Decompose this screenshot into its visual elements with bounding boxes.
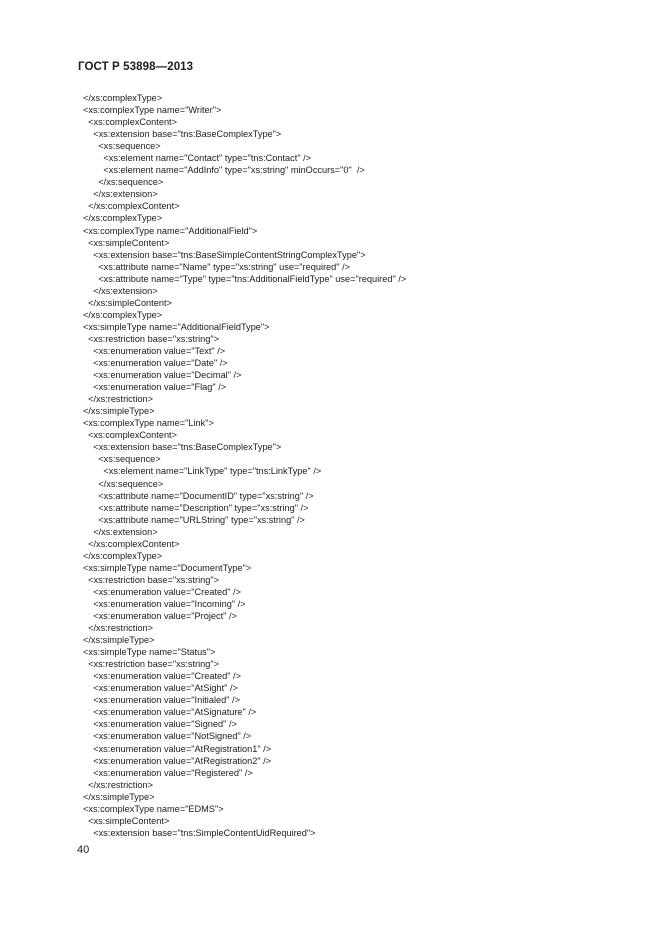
code-line: <xs:extension base="tns:BaseComplexType"> xyxy=(83,442,282,453)
page-header: ГОСТ Р 53898—2013 xyxy=(78,61,194,73)
code-line: <xs:sequence> xyxy=(83,454,161,465)
code-line: <xs:enumeration value="Created" /> xyxy=(83,671,241,682)
code-line: <xs:enumeration value="AtSignature" /> xyxy=(83,707,257,718)
code-line: </xs:restriction> xyxy=(83,623,153,634)
code-line: </xs:complexType> xyxy=(83,213,163,224)
code-line: </xs:extension> xyxy=(83,189,158,200)
code-line: <xs:attribute name="Description" type="xs:string" /> xyxy=(83,502,309,513)
code-line: </xs:extension> xyxy=(83,526,158,537)
code-line: <xs:simpleType name="DocumentType"> xyxy=(83,562,252,573)
code-line: </xs:simpleType> xyxy=(83,406,155,417)
code-line: </xs:sequence> xyxy=(83,177,164,188)
code-line: <xs:element name="AddInfo" type="xs:string" minOccurs="0" /> xyxy=(83,165,365,176)
code-line: <xs:restriction base="xs:string"> xyxy=(83,333,219,344)
code-line: <xs:enumeration value="Decimal" /> xyxy=(83,370,242,381)
code-line: <xs:enumeration value="Incoming" /> xyxy=(83,598,246,609)
code-line: </xs:sequence> xyxy=(83,478,164,489)
code-line: <xs:sequence> xyxy=(83,141,161,152)
code-line: <xs:simpleType name="AdditionalFieldType"> xyxy=(83,321,270,332)
code-line: <xs:restriction base="xs:string"> xyxy=(83,659,219,670)
code-line: </xs:complexType> xyxy=(83,309,163,320)
code-line: <xs:enumeration value="Created" /> xyxy=(83,586,241,597)
code-line: <xs:enumeration value="Registered" /> xyxy=(83,767,253,778)
code-line: <xs:enumeration value="Project" /> xyxy=(83,611,237,622)
code-line: </xs:simpleType> xyxy=(83,791,155,802)
code-line: <xs:enumeration value="AtRegistration2" /> xyxy=(83,755,272,766)
xml-schema-code-block xyxy=(83,92,643,839)
code-line: <xs:complexType name="EDMS"> xyxy=(83,803,224,814)
code-line: <xs:simpleContent> xyxy=(83,815,170,826)
code-line: </xs:complexContent> xyxy=(83,201,180,212)
page-number: 40 xyxy=(77,844,90,856)
code-line: <xs:enumeration value="NotSigned" /> xyxy=(83,731,252,742)
code-line: <xs:enumeration value="Text" /> xyxy=(83,345,226,356)
code-line: </xs:restriction> xyxy=(83,394,153,405)
code-line: <xs:attribute name="DocumentID" type="xs:string" /> xyxy=(83,490,314,501)
code-line: <xs:attribute name="Name" type="xs:string" use="required" /> xyxy=(83,261,350,272)
code-line: <xs:enumeration value="AtSight" /> xyxy=(83,683,238,694)
code-line: <xs:complexContent> xyxy=(83,117,177,128)
code-line: <xs:element name="Contact" type="tns:Contact" /> xyxy=(83,153,312,164)
code-line: </xs:simpleType> xyxy=(83,635,155,646)
code-line: </xs:complexContent> xyxy=(83,538,180,549)
code-line: <xs:restriction base="xs:string"> xyxy=(83,574,219,585)
code-line: </xs:complexType> xyxy=(83,93,163,103)
code-line: <xs:complexType name="Link"> xyxy=(83,418,214,429)
code-line: </xs:simpleContent> xyxy=(83,297,172,308)
code-line: <xs:complexType name="AdditionalField"> xyxy=(83,225,258,236)
code-line: <xs:enumeration value="Flag" /> xyxy=(83,382,227,393)
code-line: </xs:restriction> xyxy=(83,779,153,790)
code-line: <xs:complexType name="Writer"> xyxy=(83,105,222,116)
code-line: <xs:complexContent> xyxy=(83,430,177,441)
code-line: <xs:enumeration value="Signed" /> xyxy=(83,719,237,730)
code-line: <xs:simpleType name="Status"> xyxy=(83,647,216,658)
code-line: <xs:enumeration value="Initialed" /> xyxy=(83,695,240,706)
code-line: </xs:complexType> xyxy=(83,550,163,561)
code-line: <xs:enumeration value="AtRegistration1" /> xyxy=(83,743,272,754)
code-line: <xs:extension base="tns:BaseComplexType"> xyxy=(83,129,282,140)
code-line: </xs:extension> xyxy=(83,285,158,296)
code-line: <xs:extension base="tns:BaseSimpleContentStringComplexType"> xyxy=(83,249,366,260)
code-line: <xs:enumeration value="Date" /> xyxy=(83,358,228,369)
code-line: <xs:simpleContent> xyxy=(83,237,170,248)
code-line: <xs:attribute name="Type" type="tns:AdditionalFieldType" use="required" /> xyxy=(83,273,407,284)
code-line: <xs:element name="LinkType" type="tns:LinkType" /> xyxy=(83,466,322,477)
code-line: <xs:attribute name="URLString" type="xs:string" /> xyxy=(83,514,305,525)
code-line: <xs:extension base="tns:SimpleContentUidRequired"> xyxy=(83,827,316,838)
